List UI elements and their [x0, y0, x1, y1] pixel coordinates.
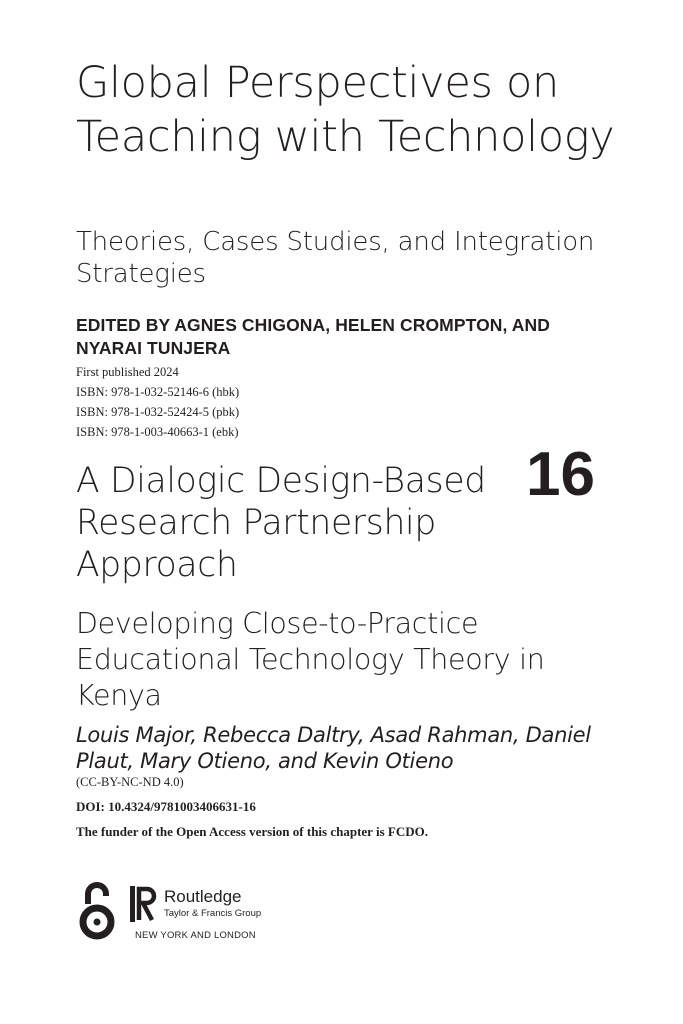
doi: DOI: 10.4324/9781003406631-16 — [76, 799, 256, 814]
isbn-pbk: ISBN: 978-1-032-52424-5 (pbk) — [76, 405, 240, 419]
chapter-subtitle: Developing Close-to-Practice Educational Technology Theory in Kenya — [76, 607, 545, 712]
isbn-hbk: ISBN: 978-1-032-52146-6 (hbk) — [76, 385, 240, 399]
publisher-logo — [130, 886, 330, 946]
publisher-group: Taylor & Francis Group — [164, 908, 262, 919]
license: (CC-BY-NC-ND 4.0) — [76, 775, 184, 789]
book-subtitle: Theories, Cases Studies, and Integration Strategies — [76, 227, 595, 289]
routledge-r-icon — [130, 886, 158, 922]
isbn-ebk: ISBN: 978-1-003-40663-1 (ebk) — [76, 425, 239, 439]
book-title: Global Perspectives on Teaching with Technology — [76, 58, 615, 162]
publisher-cities: NEW YORK AND LONDON — [135, 930, 256, 941]
chapter-authors: Louis Major, Rebecca Daltry, Asad Rahman, Daniel Plaut, Mary Otieno, and Kevin Otieno — [76, 723, 591, 773]
publisher-name: Routledge — [164, 887, 242, 906]
book-editors: EDITED BY AGNES CHIGONA, HELEN CROMPTON, AND NYARAI TUNJERA — [76, 315, 551, 358]
open-access-icon — [76, 882, 118, 940]
chapter-title: A Dialogic Design-Based Research Partnership Approach — [76, 461, 486, 585]
funder-note: The funder of the Open Access version of this chapter is FCDO. — [76, 824, 428, 839]
first-published: First published 2024 — [76, 365, 179, 379]
chapter-number: 16 — [526, 440, 595, 509]
